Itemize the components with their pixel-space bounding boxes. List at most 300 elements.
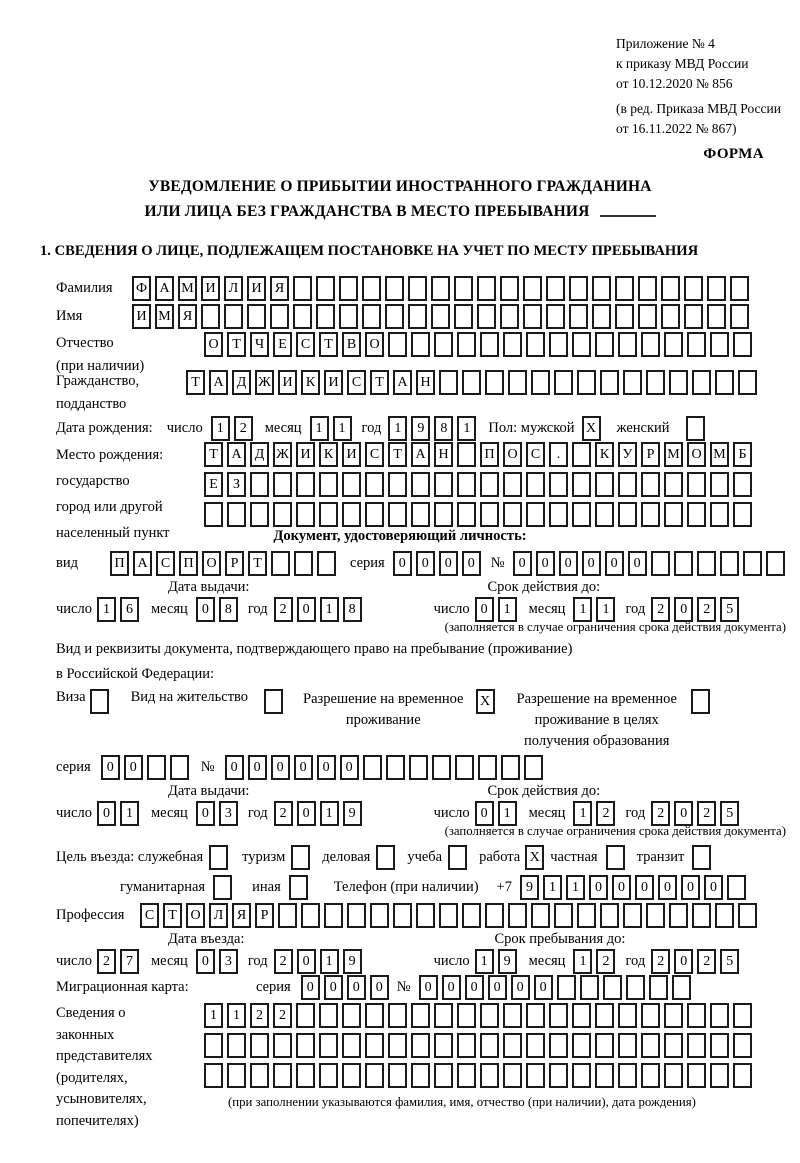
permit-issue-year-cell[interactable]: 1 [320, 801, 339, 826]
birthplace-cell[interactable]: Р [641, 442, 660, 467]
birthplace-cell[interactable] [434, 502, 453, 527]
transit-checkbox[interactable] [692, 845, 711, 870]
profession-cell[interactable] [393, 903, 412, 928]
birthplace-cell[interactable] [273, 502, 292, 527]
mig-number-cell[interactable] [649, 975, 668, 1000]
birthplace-cell[interactable] [710, 472, 729, 497]
name-cell[interactable] [454, 304, 473, 329]
phone-digit-cell[interactable]: 0 [704, 875, 723, 900]
permit-issue-month-cell[interactable]: 3 [219, 801, 238, 826]
phone-digit-cell[interactable]: 1 [543, 875, 562, 900]
surname-cell[interactable] [615, 276, 634, 301]
birth-year-cell[interactable]: 8 [434, 416, 453, 441]
stay-year-cell[interactable]: 5 [720, 949, 739, 974]
representative-cell[interactable] [595, 1003, 614, 1028]
birth-year-cell[interactable]: 9 [411, 416, 430, 441]
representative-cell[interactable] [411, 1003, 430, 1028]
citizenship-cell[interactable] [577, 370, 596, 395]
name-cell[interactable] [569, 304, 588, 329]
permit-number-cell[interactable] [363, 755, 382, 780]
profession-cell[interactable]: Р [255, 903, 274, 928]
representative-cell[interactable] [549, 1063, 568, 1088]
name-cell[interactable]: М [155, 304, 174, 329]
patronymic-cell[interactable] [480, 332, 499, 357]
patronymic-cell[interactable] [618, 332, 637, 357]
id-number-cell[interactable] [743, 551, 762, 576]
patronymic-cell[interactable] [572, 332, 591, 357]
name-cell[interactable] [224, 304, 243, 329]
profession-cell[interactable] [301, 903, 320, 928]
citizenship-cell[interactable] [508, 370, 527, 395]
birthplace-cell[interactable] [503, 502, 522, 527]
birthplace-cell[interactable] [342, 472, 361, 497]
representative-cell[interactable] [342, 1003, 361, 1028]
birthplace-cell[interactable]: Д [250, 442, 269, 467]
surname-cell[interactable]: Ф [132, 276, 151, 301]
representative-cell[interactable] [342, 1033, 361, 1058]
representative-cell[interactable] [365, 1003, 384, 1028]
representative-cell[interactable] [572, 1033, 591, 1058]
birthplace-cell[interactable] [595, 502, 614, 527]
name-cell[interactable] [316, 304, 335, 329]
permit-valid-month-cell[interactable]: 1 [573, 801, 592, 826]
permit-number-cell[interactable] [455, 755, 474, 780]
mig-series-cell[interactable]: 0 [301, 975, 320, 1000]
patronymic-cell[interactable] [641, 332, 660, 357]
birth-day-cell[interactable]: 1 [211, 416, 230, 441]
id-issue-year-cell[interactable]: 8 [343, 597, 362, 622]
phone-digit-cell[interactable] [727, 875, 746, 900]
patronymic-cell[interactable] [664, 332, 683, 357]
birth-year-cell[interactable]: 1 [388, 416, 407, 441]
entry-month-cell[interactable]: 3 [219, 949, 238, 974]
representative-cell[interactable] [296, 1063, 315, 1088]
birthplace-cell[interactable] [549, 472, 568, 497]
permit-issue-year-cell[interactable]: 2 [274, 801, 293, 826]
id-type-cell[interactable] [294, 551, 313, 576]
representative-cell[interactable] [480, 1003, 499, 1028]
surname-cell[interactable]: Л [224, 276, 243, 301]
study-checkbox[interactable] [448, 845, 467, 870]
representative-cell[interactable] [687, 1003, 706, 1028]
surname-cell[interactable] [431, 276, 450, 301]
permit-valid-year-cell[interactable]: 2 [651, 801, 670, 826]
birthplace-cell[interactable] [480, 502, 499, 527]
name-cell[interactable] [431, 304, 450, 329]
profession-cell[interactable] [485, 903, 504, 928]
surname-cell[interactable] [339, 276, 358, 301]
name-cell[interactable] [293, 304, 312, 329]
representative-cell[interactable] [434, 1033, 453, 1058]
permit-valid-month-cell[interactable]: 2 [596, 801, 615, 826]
id-type-cell[interactable] [317, 551, 336, 576]
patronymic-cell[interactable] [388, 332, 407, 357]
profession-cell[interactable] [715, 903, 734, 928]
birthplace-cell[interactable] [687, 472, 706, 497]
name-cell[interactable] [523, 304, 542, 329]
business-checkbox[interactable] [376, 845, 395, 870]
birthplace-cell[interactable] [319, 472, 338, 497]
profession-cell[interactable] [692, 903, 711, 928]
id-type-cell[interactable]: Т [248, 551, 267, 576]
permit-number-cell[interactable] [501, 755, 520, 780]
visa-checkbox[interactable] [90, 689, 109, 714]
surname-cell[interactable] [546, 276, 565, 301]
birthplace-cell[interactable] [457, 472, 476, 497]
patronymic-cell[interactable] [503, 332, 522, 357]
male-checkbox[interactable]: X [582, 416, 601, 441]
representative-cell[interactable]: 1 [227, 1003, 246, 1028]
representative-cell[interactable] [273, 1063, 292, 1088]
id-valid-year-cell[interactable]: 5 [720, 597, 739, 622]
representative-cell[interactable] [365, 1063, 384, 1088]
name-cell[interactable] [201, 304, 220, 329]
id-series-cell[interactable]: 0 [462, 551, 481, 576]
birthplace-cell[interactable] [365, 472, 384, 497]
permit-number-cell[interactable]: 0 [340, 755, 359, 780]
profession-cell[interactable] [370, 903, 389, 928]
profession-cell[interactable] [623, 903, 642, 928]
birthplace-cell[interactable] [296, 472, 315, 497]
patronymic-cell[interactable]: Т [227, 332, 246, 357]
name-cell[interactable] [477, 304, 496, 329]
patronymic-cell[interactable] [526, 332, 545, 357]
citizenship-cell[interactable] [554, 370, 573, 395]
birthplace-cell[interactable] [227, 502, 246, 527]
surname-cell[interactable] [569, 276, 588, 301]
representative-cell[interactable] [480, 1063, 499, 1088]
profession-cell[interactable] [508, 903, 527, 928]
name-cell[interactable]: Я [178, 304, 197, 329]
representative-cell[interactable] [411, 1033, 430, 1058]
birthplace-cell[interactable]: А [411, 442, 430, 467]
birthplace-cell[interactable]: М [664, 442, 683, 467]
stay-year-cell[interactable]: 2 [697, 949, 716, 974]
entry-year-cell[interactable]: 9 [343, 949, 362, 974]
phone-digit-cell[interactable]: 0 [658, 875, 677, 900]
entry-day-cell[interactable]: 2 [97, 949, 116, 974]
birthplace-cell[interactable]: Т [388, 442, 407, 467]
surname-cell[interactable] [500, 276, 519, 301]
entry-year-cell[interactable]: 1 [320, 949, 339, 974]
patronymic-cell[interactable]: О [204, 332, 223, 357]
surname-cell[interactable] [638, 276, 657, 301]
citizenship-cell[interactable]: Д [232, 370, 251, 395]
birthplace-cell[interactable]: М [710, 442, 729, 467]
surname-cell[interactable] [592, 276, 611, 301]
representative-cell[interactable] [457, 1003, 476, 1028]
birthplace-cell[interactable]: И [342, 442, 361, 467]
surname-cell[interactable]: М [178, 276, 197, 301]
profession-cell[interactable] [738, 903, 757, 928]
phone-digit-cell[interactable]: 1 [566, 875, 585, 900]
representative-cell[interactable] [227, 1063, 246, 1088]
profession-cell[interactable] [669, 903, 688, 928]
mig-number-cell[interactable]: 0 [419, 975, 438, 1000]
stay-day-cell[interactable]: 1 [475, 949, 494, 974]
birthplace-cell[interactable] [411, 472, 430, 497]
representative-cell[interactable] [549, 1033, 568, 1058]
representative-cell[interactable] [250, 1033, 269, 1058]
representative-cell[interactable]: 1 [204, 1003, 223, 1028]
citizenship-cell[interactable]: А [393, 370, 412, 395]
birthplace-cell[interactable] [434, 472, 453, 497]
representative-cell[interactable] [710, 1033, 729, 1058]
tourism-checkbox[interactable] [291, 845, 310, 870]
representative-cell[interactable] [296, 1003, 315, 1028]
citizenship-cell[interactable] [485, 370, 504, 395]
residence-checkbox[interactable] [264, 689, 283, 714]
patronymic-cell[interactable]: О [365, 332, 384, 357]
permit-number-cell[interactable] [478, 755, 497, 780]
permit-number-cell[interactable]: 0 [225, 755, 244, 780]
birthplace-cell[interactable] [595, 472, 614, 497]
id-valid-day-cell[interactable]: 0 [475, 597, 494, 622]
profession-cell[interactable] [462, 903, 481, 928]
surname-cell[interactable] [730, 276, 749, 301]
work-checkbox[interactable]: X [525, 845, 544, 870]
permit-series-cell[interactable] [147, 755, 166, 780]
citizenship-cell[interactable]: И [324, 370, 343, 395]
citizenship-cell[interactable]: Т [186, 370, 205, 395]
birthplace-cell[interactable] [526, 502, 545, 527]
id-number-cell[interactable] [674, 551, 693, 576]
phone-digit-cell[interactable]: 9 [520, 875, 539, 900]
citizenship-cell[interactable] [623, 370, 642, 395]
birthplace-cell[interactable] [572, 502, 591, 527]
citizenship-cell[interactable] [669, 370, 688, 395]
birthplace-cell[interactable]: П [480, 442, 499, 467]
name-cell[interactable] [408, 304, 427, 329]
name-cell[interactable] [270, 304, 289, 329]
birthplace-cell[interactable] [319, 502, 338, 527]
representative-cell[interactable] [687, 1033, 706, 1058]
representative-cell[interactable] [319, 1063, 338, 1088]
citizenship-cell[interactable] [531, 370, 550, 395]
citizenship-cell[interactable] [738, 370, 757, 395]
citizenship-cell[interactable] [462, 370, 481, 395]
birthplace-cell[interactable]: И [296, 442, 315, 467]
birthplace-cell[interactable]: К [595, 442, 614, 467]
patronymic-cell[interactable] [457, 332, 476, 357]
representative-cell[interactable]: 2 [273, 1003, 292, 1028]
mig-number-cell[interactable] [626, 975, 645, 1000]
profession-cell[interactable] [646, 903, 665, 928]
permit-issue-month-cell[interactable]: 0 [196, 801, 215, 826]
permit-issue-day-cell[interactable]: 1 [120, 801, 139, 826]
temp-permit-checkbox[interactable]: X [476, 689, 495, 714]
mig-number-cell[interactable]: 0 [534, 975, 553, 1000]
name-cell[interactable] [247, 304, 266, 329]
permit-series-cell[interactable] [170, 755, 189, 780]
patronymic-cell[interactable] [434, 332, 453, 357]
birthplace-cell[interactable]: . [549, 442, 568, 467]
id-number-cell[interactable]: 0 [513, 551, 532, 576]
name-cell[interactable] [684, 304, 703, 329]
female-checkbox[interactable] [686, 416, 705, 441]
representative-cell[interactable] [664, 1003, 683, 1028]
phone-digit-cell[interactable]: 0 [681, 875, 700, 900]
id-issue-year-cell[interactable]: 0 [297, 597, 316, 622]
representative-cell[interactable] [503, 1003, 522, 1028]
id-issue-month-cell[interactable]: 0 [196, 597, 215, 622]
phone-digit-cell[interactable]: 0 [589, 875, 608, 900]
birthplace-cell[interactable] [342, 502, 361, 527]
id-issue-day-cell[interactable]: 6 [120, 597, 139, 622]
birthplace-cell[interactable] [365, 502, 384, 527]
birthplace-cell[interactable] [641, 472, 660, 497]
birthplace-cell[interactable] [388, 502, 407, 527]
surname-cell[interactable] [684, 276, 703, 301]
representative-cell[interactable] [641, 1033, 660, 1058]
birthplace-cell[interactable] [618, 472, 637, 497]
name-cell[interactable] [730, 304, 749, 329]
surname-cell[interactable] [316, 276, 335, 301]
id-series-cell[interactable]: 0 [416, 551, 435, 576]
birth-year-cell[interactable]: 1 [457, 416, 476, 441]
name-cell[interactable] [500, 304, 519, 329]
patronymic-cell[interactable] [411, 332, 430, 357]
representative-cell[interactable] [664, 1063, 683, 1088]
citizenship-cell[interactable] [439, 370, 458, 395]
representative-cell[interactable] [618, 1033, 637, 1058]
mig-series-cell[interactable]: 0 [324, 975, 343, 1000]
representative-cell[interactable] [296, 1033, 315, 1058]
other-checkbox[interactable] [289, 875, 308, 900]
representative-cell[interactable] [572, 1003, 591, 1028]
birth-month-cell[interactable]: 1 [333, 416, 352, 441]
birthplace-cell[interactable] [273, 472, 292, 497]
phone-digit-cell[interactable]: 0 [612, 875, 631, 900]
mig-number-cell[interactable]: 0 [488, 975, 507, 1000]
patronymic-cell[interactable] [549, 332, 568, 357]
permit-valid-year-cell[interactable]: 5 [720, 801, 739, 826]
representative-cell[interactable] [664, 1033, 683, 1058]
citizenship-cell[interactable]: Т [370, 370, 389, 395]
representative-cell[interactable] [457, 1033, 476, 1058]
representative-cell[interactable] [388, 1003, 407, 1028]
citizenship-cell[interactable]: И [278, 370, 297, 395]
representative-cell[interactable] [411, 1063, 430, 1088]
name-cell[interactable] [339, 304, 358, 329]
surname-cell[interactable]: А [155, 276, 174, 301]
representative-cell[interactable] [595, 1033, 614, 1058]
stay-day-cell[interactable]: 9 [498, 949, 517, 974]
surname-cell[interactable] [523, 276, 542, 301]
name-cell[interactable] [592, 304, 611, 329]
representative-cell[interactable] [687, 1063, 706, 1088]
permit-number-cell[interactable]: 0 [271, 755, 290, 780]
citizenship-cell[interactable]: Н [416, 370, 435, 395]
permit-valid-day-cell[interactable]: 0 [475, 801, 494, 826]
representative-cell[interactable] [319, 1003, 338, 1028]
profession-cell[interactable] [416, 903, 435, 928]
representative-cell[interactable] [549, 1003, 568, 1028]
id-number-cell[interactable]: 0 [536, 551, 555, 576]
id-type-cell[interactable]: О [202, 551, 221, 576]
id-type-cell[interactable]: А [133, 551, 152, 576]
mig-number-cell[interactable] [603, 975, 622, 1000]
birthplace-cell[interactable] [526, 472, 545, 497]
representative-cell[interactable] [641, 1063, 660, 1088]
surname-cell[interactable] [454, 276, 473, 301]
permit-number-cell[interactable]: 0 [294, 755, 313, 780]
id-number-cell[interactable] [720, 551, 739, 576]
id-valid-year-cell[interactable]: 2 [651, 597, 670, 622]
mig-number-cell[interactable] [580, 975, 599, 1000]
birthplace-cell[interactable] [411, 502, 430, 527]
citizenship-cell[interactable] [646, 370, 665, 395]
id-number-cell[interactable]: 0 [559, 551, 578, 576]
id-issue-year-cell[interactable]: 1 [320, 597, 339, 622]
humanitarian-checkbox[interactable] [213, 875, 232, 900]
permit-issue-year-cell[interactable]: 0 [297, 801, 316, 826]
representative-cell[interactable] [204, 1033, 223, 1058]
permit-issue-day-cell[interactable]: 0 [97, 801, 116, 826]
mig-series-cell[interactable]: 0 [347, 975, 366, 1000]
birthplace-cell[interactable]: Ж [273, 442, 292, 467]
id-type-cell[interactable] [271, 551, 290, 576]
representative-cell[interactable] [457, 1063, 476, 1088]
representative-cell[interactable] [342, 1063, 361, 1088]
surname-cell[interactable]: И [201, 276, 220, 301]
representative-cell[interactable] [733, 1003, 752, 1028]
birthplace-cell[interactable]: Е [204, 472, 223, 497]
id-type-cell[interactable]: Р [225, 551, 244, 576]
profession-cell[interactable]: Т [163, 903, 182, 928]
id-valid-day-cell[interactable]: 1 [498, 597, 517, 622]
birthplace-cell[interactable]: Т [204, 442, 223, 467]
birthplace-cell[interactable]: К [319, 442, 338, 467]
representative-cell[interactable] [434, 1003, 453, 1028]
permit-number-cell[interactable] [386, 755, 405, 780]
mig-number-cell[interactable] [672, 975, 691, 1000]
birthplace-cell[interactable]: С [526, 442, 545, 467]
profession-cell[interactable] [439, 903, 458, 928]
mig-number-cell[interactable]: 0 [442, 975, 461, 1000]
patronymic-cell[interactable]: Т [319, 332, 338, 357]
citizenship-cell[interactable]: Ж [255, 370, 274, 395]
profession-cell[interactable] [577, 903, 596, 928]
mig-series-cell[interactable]: 0 [370, 975, 389, 1000]
surname-cell[interactable]: И [247, 276, 266, 301]
citizenship-cell[interactable]: С [347, 370, 366, 395]
entry-day-cell[interactable]: 7 [120, 949, 139, 974]
birthplace-cell[interactable] [204, 502, 223, 527]
representative-cell[interactable] [710, 1003, 729, 1028]
entry-year-cell[interactable]: 2 [274, 949, 293, 974]
birthplace-cell[interactable]: З [227, 472, 246, 497]
profession-cell[interactable] [600, 903, 619, 928]
id-issue-month-cell[interactable]: 8 [219, 597, 238, 622]
representative-cell[interactable] [250, 1063, 269, 1088]
patronymic-cell[interactable] [733, 332, 752, 357]
citizenship-cell[interactable]: А [209, 370, 228, 395]
representative-cell[interactable] [388, 1063, 407, 1088]
surname-cell[interactable] [293, 276, 312, 301]
permit-number-cell[interactable] [432, 755, 451, 780]
permit-number-cell[interactable]: 0 [248, 755, 267, 780]
permit-series-cell[interactable]: 0 [124, 755, 143, 780]
profession-cell[interactable] [531, 903, 550, 928]
birthplace-cell[interactable] [641, 502, 660, 527]
birthplace-cell[interactable]: У [618, 442, 637, 467]
patronymic-cell[interactable]: Ч [250, 332, 269, 357]
citizenship-cell[interactable] [600, 370, 619, 395]
surname-cell[interactable] [385, 276, 404, 301]
representative-cell[interactable] [710, 1063, 729, 1088]
representative-cell[interactable] [526, 1033, 545, 1058]
